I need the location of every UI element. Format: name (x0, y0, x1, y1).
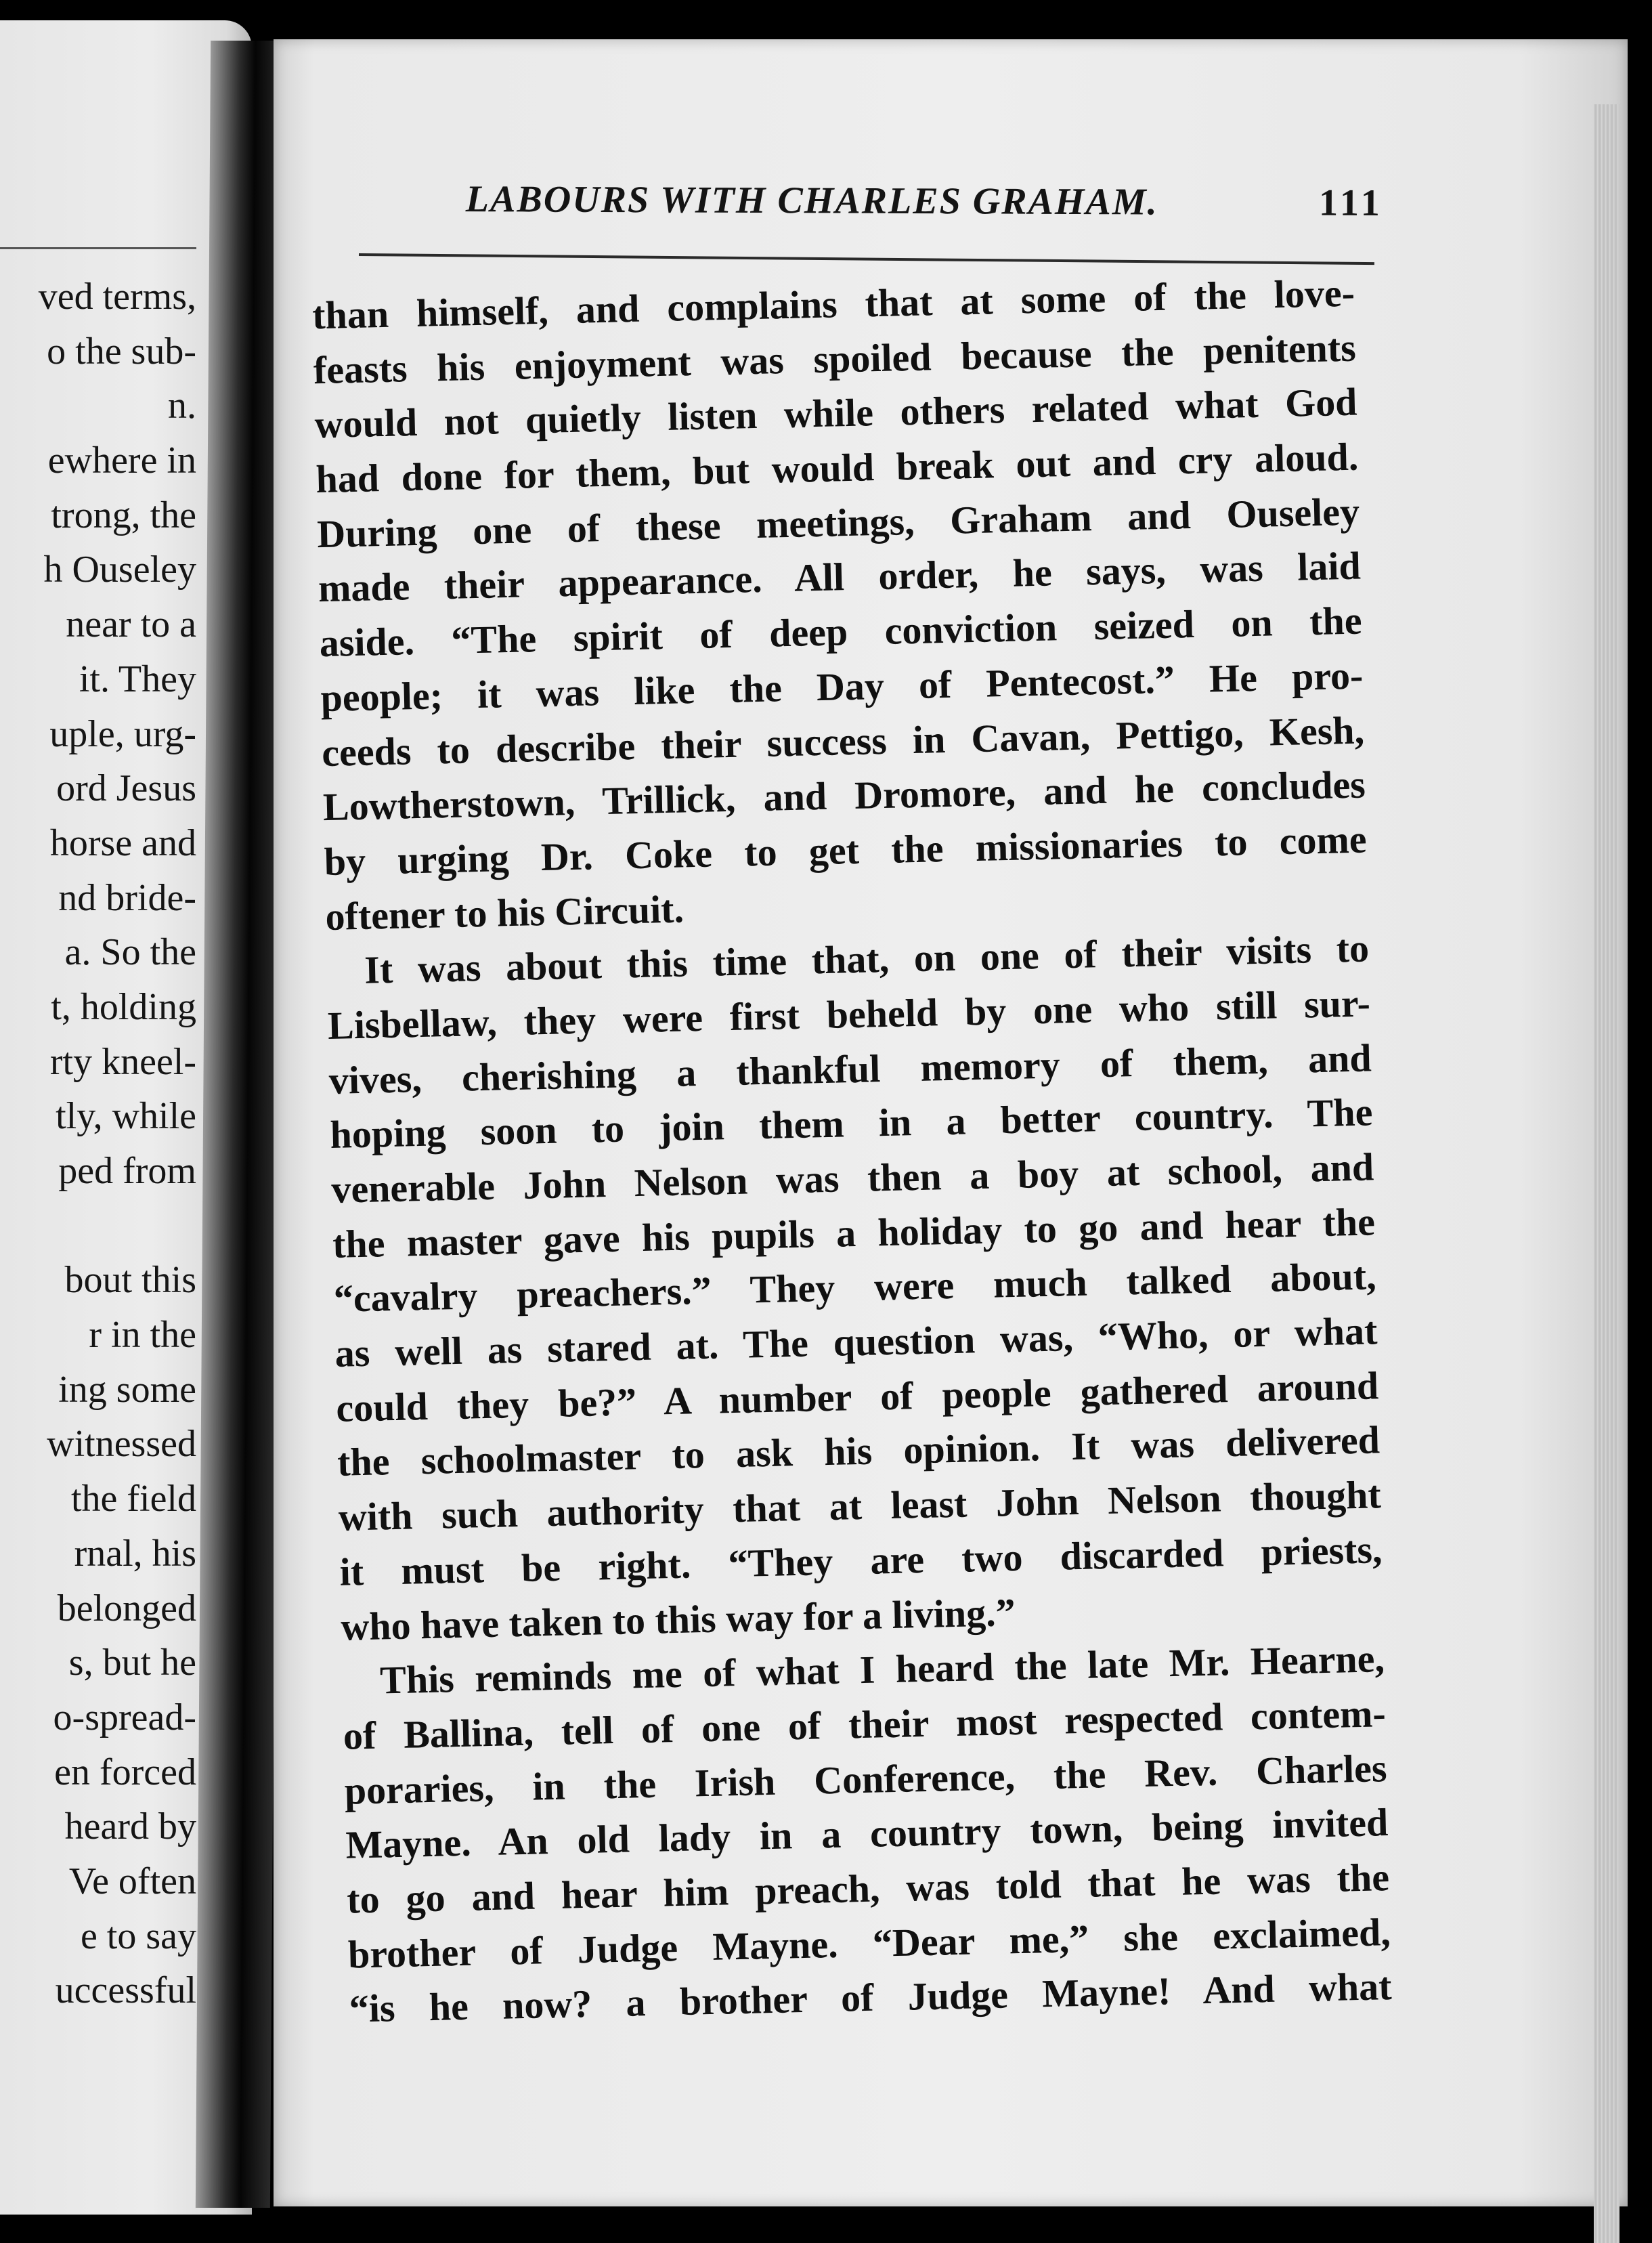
text-line: brother of Judge Mayne. “Dear me,” she exclaimed, (347, 1909, 1391, 1977)
running-head (450, 177, 1384, 236)
facing-line: n. (168, 385, 196, 427)
page-number: 111 (1318, 181, 1384, 225)
text-line: it must be right. “They are two discarded priests, (339, 1527, 1383, 1594)
text-line: aside. “The spirit of deep conviction seized on the (319, 598, 1363, 666)
facing-line: trong, the (51, 494, 196, 536)
text-line: feasts his enjoyment was spoiled because the penitents (313, 325, 1357, 392)
text-line: made their appearance. All order, he says, was laid (318, 543, 1362, 611)
facing-line: h Ouseley (43, 549, 196, 591)
facing-line: near to a (66, 603, 196, 646)
text-line: with such authority that at least John Nelson thought (338, 1472, 1382, 1539)
text-line: During one of these meetings, Graham and Ouseley (316, 489, 1360, 556)
text-line: people; it was like the Day of Pentecost.” He pro- (320, 653, 1364, 720)
text-line: “is he now? a brother of Judge Mayne! And what (349, 1964, 1393, 2031)
text-line: ceeds to describe their success in Cavan, Pettigo, Kesh, (321, 707, 1365, 775)
book-gutter (196, 41, 285, 2208)
text-line: to go and hear him preach, was told that he was the (346, 1855, 1390, 1922)
text-line: venerable John Nelson was then a boy at school, and (330, 1145, 1374, 1212)
running-title: LABOURS WITH CHARLES GRAHAM. (465, 178, 1158, 223)
facing-line: o the sub- (47, 330, 196, 372)
facing-gap (0, 1199, 196, 1254)
text-line: who have taken to this way for a living.” (340, 1589, 1016, 1649)
facing-line: tly, while (56, 1095, 196, 1138)
facing-line: nd bride- (58, 876, 196, 919)
facing-line: t, holding (51, 985, 196, 1028)
text-line: the schoolmaster to ask his opinion. It was delivered (336, 1417, 1381, 1485)
facing-line: ing some (58, 1368, 196, 1411)
page-edges (1594, 104, 1620, 2243)
facing-page-text (0, 270, 196, 2018)
facing-line: heard by (64, 1806, 196, 1848)
body-text (311, 265, 1412, 2037)
facing-line: ord Jesus (56, 767, 196, 810)
facing-line: the field (70, 1478, 196, 1520)
text-line: than himself, and complains that at some of the love- (311, 270, 1355, 338)
text-line: hoping soon to join them in a better country. The (329, 1090, 1373, 1157)
facing-line: ped from (58, 1150, 196, 1192)
facing-page-rule (0, 247, 196, 249)
facing-line: belonged (57, 1587, 196, 1629)
text-line: would not quietly listen while others related what God (314, 379, 1358, 447)
text-line: the master gave his pupils a holiday to go and hear the (332, 1199, 1376, 1266)
facing-line: ewhere in (47, 440, 196, 482)
text-line: could they be?” A number of people gathered around (335, 1363, 1379, 1430)
facing-line: it. They (79, 658, 196, 700)
facing-line: r in the (89, 1314, 196, 1357)
facing-line: witnessed (47, 1423, 196, 1466)
paragraph-first-line: This reminds me of what I heard the late Mr. Hearne, (379, 1636, 1385, 1703)
text-line: of Ballina, tell of one of their most respected contem- (343, 1691, 1387, 1758)
text-line: as well as stared at. The question was, “Who, or what (334, 1308, 1378, 1375)
text-line: had done for them, but would break out and cry aloud. (315, 434, 1359, 502)
text-line: vives, cherishing a thankful memory of them, and (328, 1035, 1372, 1103)
text-line: poraries, in the Irish Conference, the Rev. Charles (344, 1745, 1388, 1813)
text-line: by urging Dr. Coke to get the missionaries to come (324, 817, 1368, 884)
facing-line: ved terms, (38, 276, 196, 318)
facing-line: en forced (54, 1751, 196, 1793)
facing-line: e to say (80, 1915, 196, 1957)
facing-line: s, but he (68, 1642, 196, 1684)
facing-line: a. So the (64, 931, 196, 974)
facing-line: rty kneel- (49, 1040, 196, 1083)
facing-line: horse and (49, 821, 196, 864)
paragraph-first-line: It was about this time that, on one of their visits to (364, 926, 1370, 993)
facing-line: bout this (64, 1259, 196, 1302)
facing-line: o-spread- (53, 1696, 196, 1738)
facing-line: uple, urg- (49, 712, 196, 755)
facing-line: Ve often (68, 1860, 196, 1902)
text-line: Lisbellaw, they were first beheld by one who still sur- (327, 981, 1371, 1048)
facing-line: rnal, his (74, 1532, 196, 1575)
text-line: Lowtherstown, Trillick, and Dromore, and he concludes (322, 762, 1366, 830)
text-line: “cavalry preachers.” They were much talked about, (333, 1254, 1377, 1321)
facing-line: uccessful (55, 1969, 196, 2012)
text-line: oftener to his Circuit. (324, 886, 684, 939)
text-line: Mayne. An old lady in a country town, being invited (345, 1800, 1389, 1867)
